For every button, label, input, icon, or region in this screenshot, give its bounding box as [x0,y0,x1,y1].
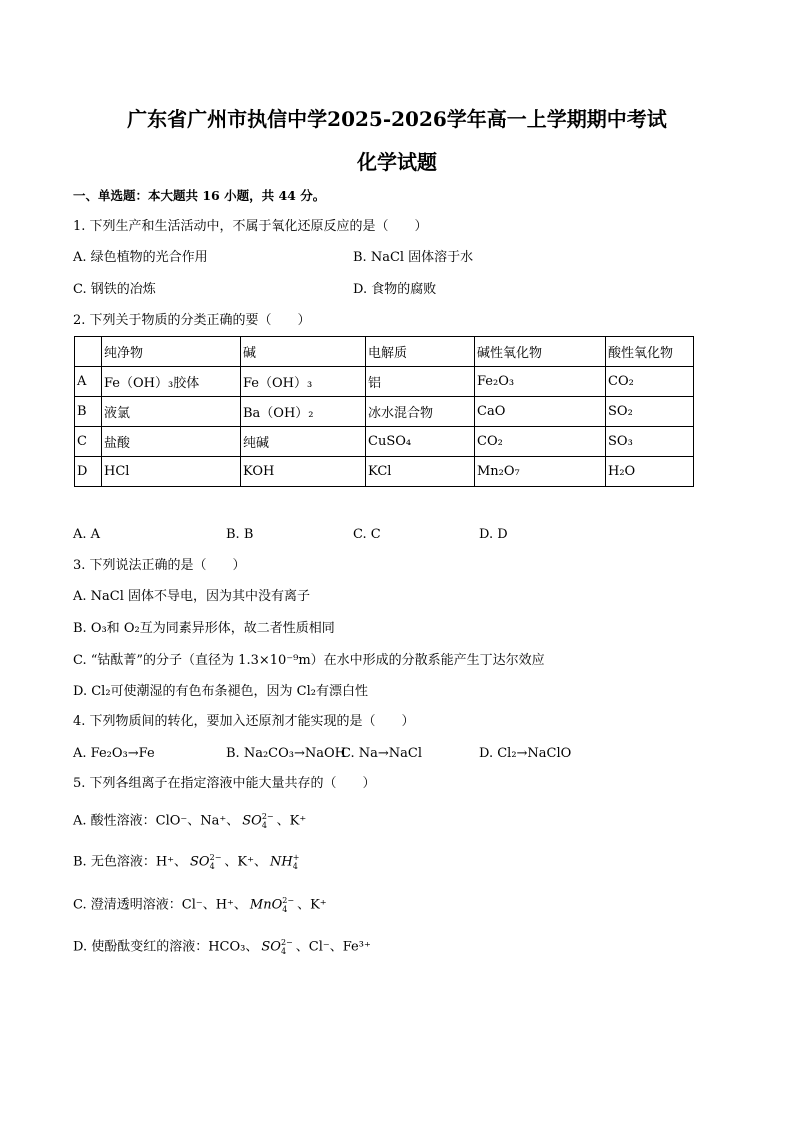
sulfate-ion [190,853,221,872]
table-cell: Ba（OH）₂ [241,397,366,427]
table-cell: 盐酸 [102,427,241,457]
q4-option-b: B. Na₂CO₃→NaOH [226,746,346,761]
table-cell: HCl [102,457,241,487]
q3-option-b: B. O₃和 O₂互为同素异形体，故二者性质相同 [73,621,335,636]
table-cell: 液氯 [102,397,241,427]
q5-stem: 5. 下列各组离子在指定溶液中能大量共存的（ ） [73,776,376,791]
table-cell: C [75,427,102,457]
q1-option-b: B. NaCl 固体溶于水 [353,250,474,265]
ion-sub: 4 [261,821,267,830]
q5-d-suffix: 、Cl⁻、Fe³⁺ [295,939,371,955]
section-heading: 一、单选题：本大题共 16 小题，共 44 分。 [73,188,326,203]
ion-sub: 4 [209,862,215,871]
table-cell: 铝 [366,367,475,397]
table-row [75,457,694,487]
q1-stem: 1. 下列生产和生活活动中，不属于氧化还原反应的是（ ） [73,219,428,234]
ion-charge [293,853,300,871]
table-cell: CO₂ [475,427,606,457]
ammonium-ion [270,853,299,872]
table-cell: B [75,397,102,427]
q1-option-a: A. 绿色植物的光合作用 [73,250,208,265]
table-cell: Fe₂O₃ [475,367,606,397]
ion-sub: 4 [280,947,287,956]
ion-sup: + [292,853,300,862]
ion-sub: 4 [292,862,298,871]
ion-formula: SO [190,854,210,870]
table-cell [75,337,102,367]
table-cell: 冰水混合物 [366,397,475,427]
table-header-cell: 纯净物 [102,337,241,367]
q3-option-d: D. Cl₂可使潮湿的有色布条褪色，因为 Cl₂有漂白性 [73,684,368,699]
q5-d-prefix: D. 使酚酞变红的溶液：HCO₃、 [73,939,259,955]
table-header-cell: 酸性氧化物 [606,337,694,367]
table-cell: KOH [241,457,366,487]
table-cell: CO₂ [606,367,694,397]
q2-stem: 2. 下列关于物质的分类正确的要（ ） [73,313,311,328]
table-header-cell: 碱 [241,337,366,367]
exam-subtitle: 化学试题 [357,150,437,174]
q2-option-b: B. B [226,527,254,542]
sulfate-ion [242,812,273,831]
ion-sup: 2− [280,938,293,947]
table-cell: Mn₂O₇ [475,457,606,487]
exam-title: 广东省广州市执信中学2025-2026学年高一上学期期中考试 [127,107,667,131]
ion-charge [281,938,293,956]
ion-formula: MnO [249,897,283,913]
q3-option-a: A. NaCl 固体不导电，因为其中没有离子 [73,589,311,604]
q5-a-prefix: A. 酸性溶液：ClO⁻、Na⁺、 [73,813,240,829]
manganate-ion [250,896,294,915]
q4-option-a: A. Fe₂O₃→Fe [73,746,155,761]
q4-option-c: C. Na→NaCl [341,746,422,761]
q5-a-suffix: 、K⁺ [276,813,307,829]
table-header-cell: 电解质 [366,337,475,367]
table-cell: SO₂ [606,397,694,427]
table-cell: D [75,457,102,487]
q5-c-prefix: C. 澄清透明溶液：Cl⁻、H⁺、 [73,897,247,913]
table-header-cell: 碱性氧化物 [475,337,606,367]
q2-option-d: D. D [479,527,508,542]
table-cell: H₂O [606,457,694,487]
table-cell: SO₃ [606,427,694,457]
q5-option-d [73,938,371,957]
ion-sup: 2− [209,853,222,862]
q1-option-d: D. 食物的腐败 [353,282,437,297]
q2-option-c: C. C [353,527,381,542]
table-cell: CaO [475,397,606,427]
q4-stem: 4. 下列物质间的转化，要加入还原剂才能实现的是（ ） [73,714,415,729]
q5-option-a [73,812,306,831]
ion-formula: SO [242,813,262,829]
classification-table [74,336,694,487]
ion-sup: 2− [261,812,274,821]
table-row [75,397,694,427]
table-cell: Fe（OH）₃ [241,367,366,397]
ion-charge [262,812,274,830]
table-row [75,367,694,397]
q5-option-c [73,896,327,915]
ion-charge [282,896,294,914]
table-cell: CuSO₄ [366,427,475,457]
table-header-row [75,337,694,367]
q5-c-suffix: 、K⁺ [297,897,327,913]
table-cell: A [75,367,102,397]
table-row [75,427,694,457]
q5-b-prefix: B. 无色溶液：H⁺、 [73,854,188,870]
q4-option-d: D. Cl₂→NaClO [479,746,572,761]
sulfate-ion [261,938,292,957]
table-cell: KCl [366,457,475,487]
ion-formula: NH [269,854,293,870]
q3-option-c: C. “钴酞菁”的分子（直径为 1.3×10⁻⁹m）在水中形成的分散系能产生丁达尔效应 [73,653,545,668]
ion-sup: 2− [282,896,295,905]
q3-stem: 3. 下列说法正确的是（ ） [73,558,246,573]
q5-option-b [73,853,302,872]
q2-option-a: A. A [73,527,101,542]
ion-formula: SO [261,939,281,955]
table-cell: Fe（OH）₃胶体 [102,367,241,397]
table-cell: 纯碱 [241,427,366,457]
q5-b-mid: 、K⁺、 [224,854,267,870]
q1-option-c: C. 钢铁的冶炼 [73,282,156,297]
ion-charge [210,853,222,871]
ion-sub: 4 [282,905,288,914]
